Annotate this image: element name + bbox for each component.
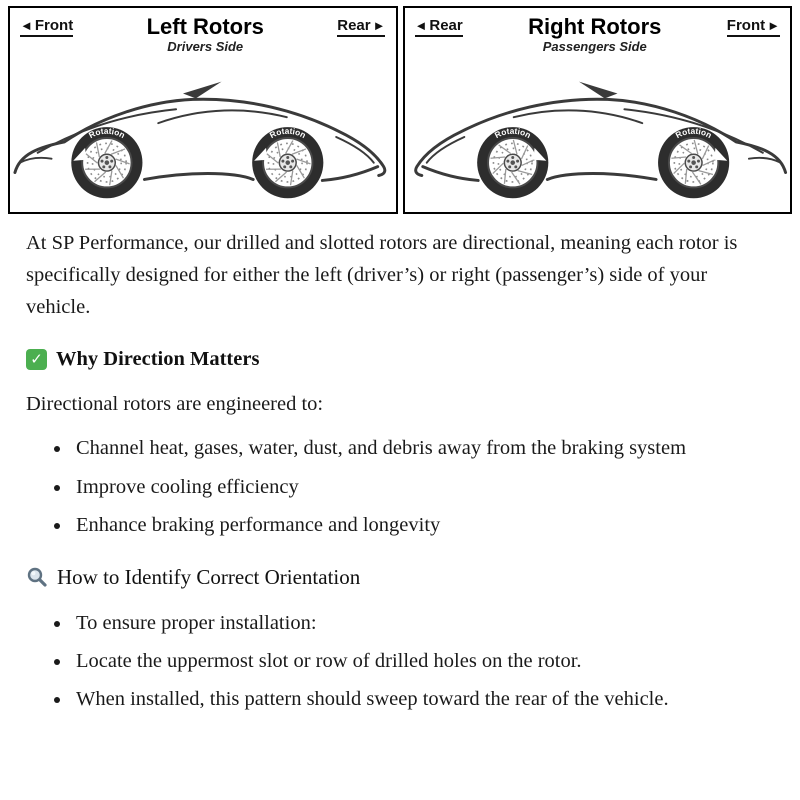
identify-orientation-heading: [26, 565, 774, 590]
svg-text:Rotation: Rotation: [492, 125, 533, 140]
arrow-right-icon: ►: [767, 18, 780, 33]
list-item: • Improve cooling efficiency: [72, 472, 774, 503]
left-panel-title-block: [147, 15, 264, 54]
right-panel-title-block: [528, 15, 661, 54]
panel-subtitle: Drivers Side: [167, 39, 244, 55]
direction-text: Front: [34, 17, 74, 34]
rotor-direction-diagram: [8, 6, 792, 214]
identify-bullet-list: [26, 608, 774, 715]
direction-text: Front: [726, 17, 766, 34]
why-bullet-list: [26, 433, 774, 540]
list-item: • To ensure proper installation:: [72, 608, 774, 639]
svg-text:Rotation: Rotation: [673, 125, 714, 140]
magnifier-icon: [26, 566, 48, 588]
car-illustration-left: [10, 56, 396, 212]
list-item: • Enhance braking performance and longevity: [72, 510, 774, 541]
engineered-to-lead: Directional rotors are engineered to:: [26, 392, 324, 415]
rear-direction-label: [337, 17, 385, 37]
arrow-left-icon: ◄: [20, 18, 33, 33]
check-icon: ✓: [26, 349, 47, 370]
article-body: [0, 228, 800, 716]
rear-direction-label: [415, 17, 463, 37]
direction-text: Rear: [429, 17, 463, 34]
direction-text: Rear: [337, 17, 371, 34]
panel-subtitle: Passengers Side: [542, 39, 647, 55]
panel-title: Left Rotors: [146, 14, 264, 39]
svg-text:Rotation: Rotation: [267, 125, 308, 140]
why-direction-matters-heading: [26, 348, 774, 371]
front-direction-label: [727, 17, 780, 37]
right-rotors-panel: [403, 6, 793, 214]
list-item: • When installed, this pattern should sweep toward the rear of the vehicle.: [72, 684, 774, 715]
panel-title: Right Rotors: [528, 14, 662, 39]
arrow-left-icon: ◄: [414, 18, 428, 33]
car-illustration-right: [405, 56, 791, 212]
list-item: • Channel heat, gases, water, dust, and debris away from the braking system: [72, 433, 774, 464]
right-panel-header: [405, 8, 791, 54]
arrow-right-icon: ►: [372, 18, 386, 33]
front-direction-label: [20, 17, 73, 37]
heading-text: How to Identify Correct Orientation: [57, 564, 361, 589]
heading-text: Why Direction Matters: [56, 347, 260, 370]
svg-text:Rotation: Rotation: [86, 125, 127, 140]
intro-paragraph: At SP Performance, our drilled and slotted rotors are directional, meaning each rotor is specifically designed for either the left (driver’s) or right (passenger’s) side of your vehicle.: [26, 231, 738, 318]
left-panel-header: [10, 8, 396, 54]
list-item: • Locate the uppermost slot or row of drilled holes on the rotor.: [72, 646, 774, 677]
left-rotors-panel: [8, 6, 398, 214]
